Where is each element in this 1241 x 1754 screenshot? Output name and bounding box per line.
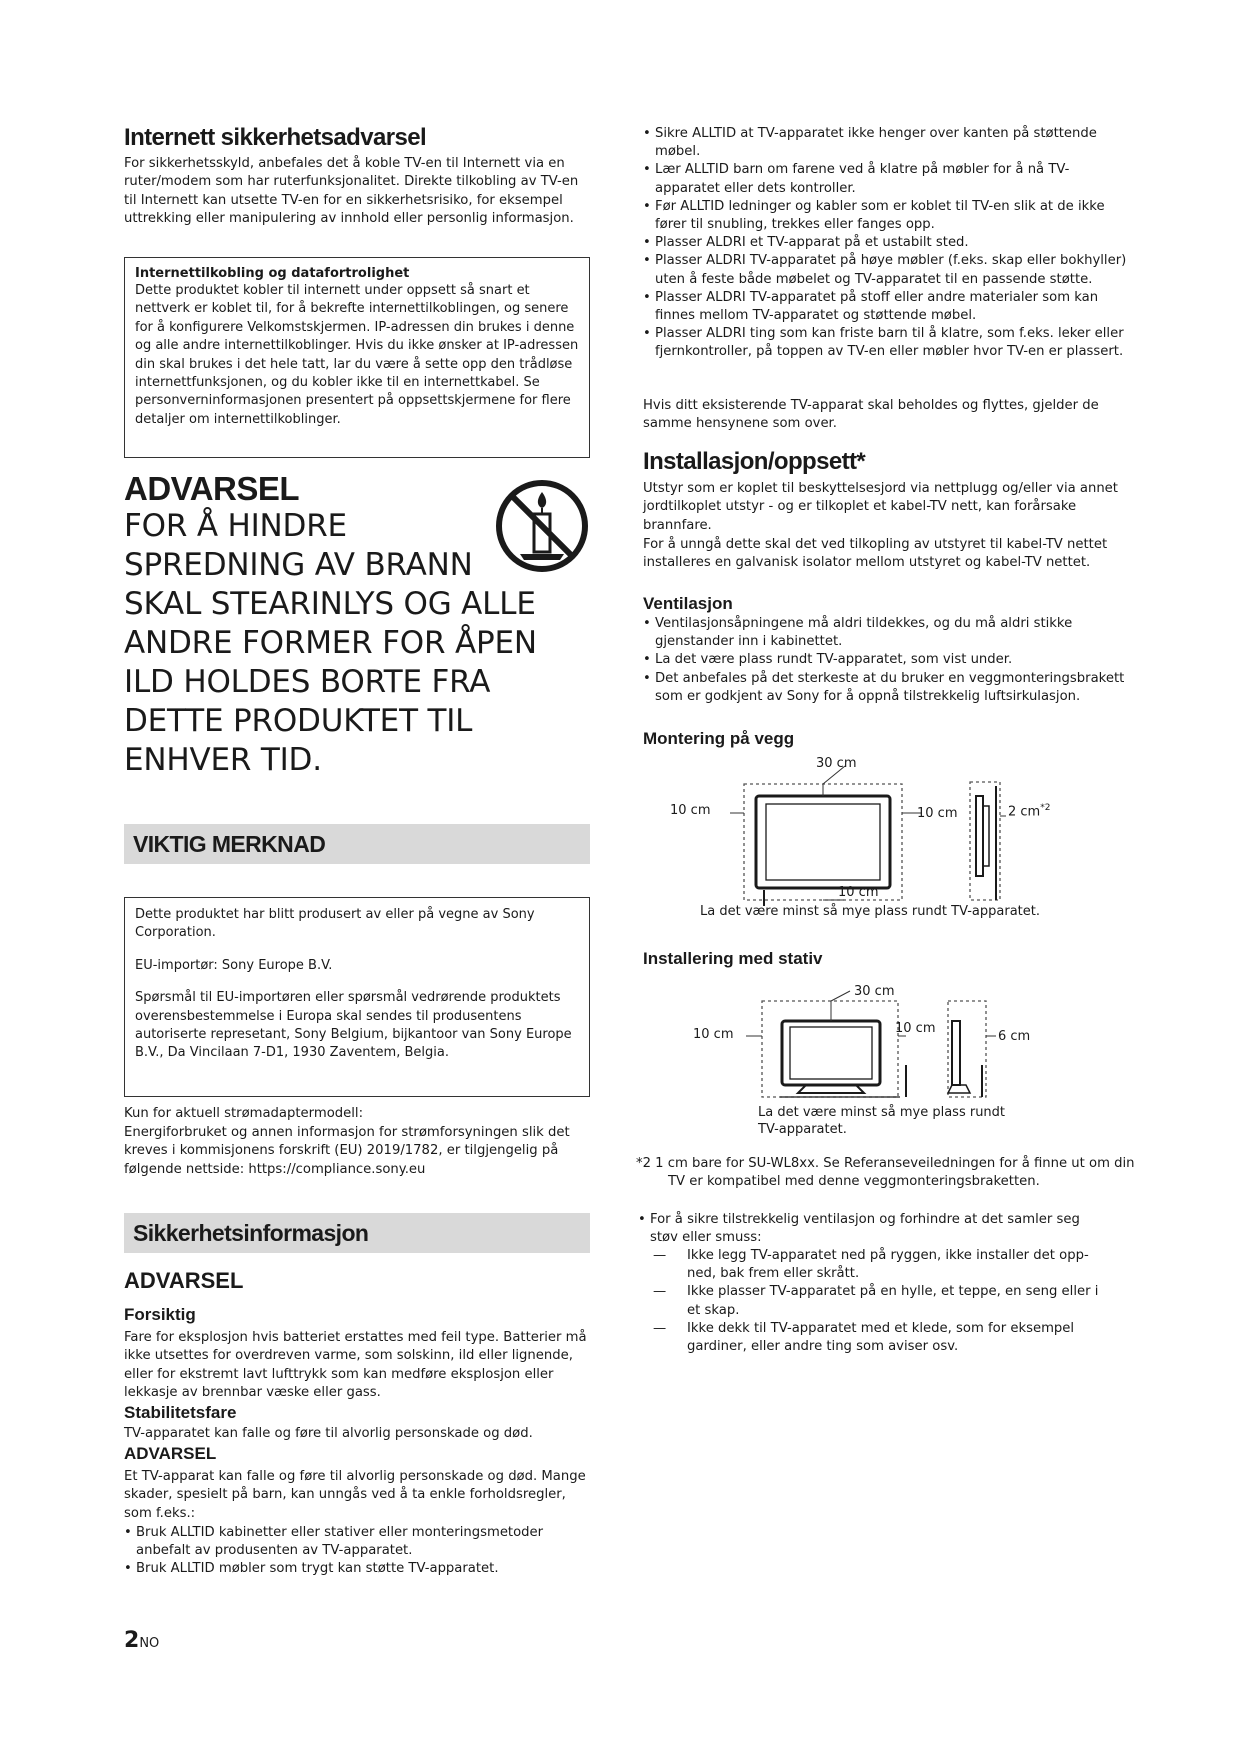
safety-bullets-right [643,125,1131,362]
list-item: — Ikke plasser TV-apparatet på en hylle, et teppe, en seng eller i et skap. [643,1283,1113,1319]
internet-warning-body: For sikkerhetsskyld, anbefales det å koble TV-en til Internett via en ruter/modem som har ruterfunksjonalitet. Direkte tilkobling av TV-en til Internett kan utsette TV-en for en sikkerhetsrisiko, for eksempel uttrekking eller manipulering av innhold eller personlig informasjon. [124,156,579,227]
ventilation-2-bullets [638,1211,1108,1247]
relocation-note: Hvis ditt eksisterende TV-apparat skal beholdes og flyttes, gjelder de samme hensynene som over. [643,398,1099,432]
internet-warning-title: Internett sikkerhetsadvarsel [124,124,427,151]
list-item: — Ikke legg TV-apparatet ned på ryggen, ikke installer det opp-ned, bak frem eller skrått. [643,1247,1113,1283]
stability-body: TV-apparatet kan falle og føre til alvorlig personskade og død. [124,1426,533,1441]
wall-label-left: 10 cm [670,803,711,818]
list-item: • For å sikre tilstrekkelig ventilasjon og forhindre at det samler seg støv eller smuss: [638,1211,1108,1247]
notice-para-3: Spørsmål til EU-importøren eller spørsmål vedrørende produktets overensbestemmelse i Europa skal sendes til produsentens autoriserte represetant, Sony Belgium, bijkantoor van Sony Europe B.V., Da Vincilaan 7-D1, 1930 Zaventem, Belgia. [135,990,572,1061]
caution-body: Fare for eksplosjon hvis batteriet erstattes med feil type. Batterier må ikke utsettes for overdreven varme, som solskinn, ild eller lignende, eller for ekstremt lavt lufttrykk som kan medføre eksplosjon eller lekkasje av brennbar væske eller gass. [124,1330,587,1401]
stand-caption-line-2: TV-apparatet. [758,1122,847,1137]
caution-title: Forsiktig [124,1305,196,1324]
internet-privacy-title: Internettilkobling og datafortrolighet [135,266,410,281]
safety-warning-heading: ADVARSEL [124,1268,244,1293]
wall-label-right: 10 cm [917,806,958,821]
ventilation-title: Ventilasjon [643,594,733,613]
wall-mount-title: Montering på vegg [643,729,795,748]
stand-title: Installering med stativ [643,949,823,968]
footnote: *2 1 cm bare for SU-WL8xx. Se Referanseveiledningen for å finne ut om din TV er kompatibel med denne veggmonteringsbraketten. [636,1156,1135,1190]
list-item: • Plasser ALDRI ting som kan friste barn til å klatre, som f.eks. leker eller fjernkontroller, på toppen av TV-en eller møbler hvor TV-en er plassert. [643,325,1131,361]
stand-caption-line-1: La det være minst så mye plass rundt [758,1105,1006,1120]
notice-title: VIKTIG MERKNAD [133,831,326,857]
wall-label-side-sup: *2 [1040,803,1051,813]
wall-label-bottom: 10 cm [838,885,879,900]
no-candle-icon [494,478,590,574]
notice-band [124,824,590,864]
stand-diagram [690,985,1050,1110]
notice-box [124,897,590,1097]
fire-warning-line: ILD HOLDES BORTE FRA [124,664,491,700]
safety-band [124,1213,590,1253]
page-number [124,1628,159,1653]
installation-para-2: For å unngå dette skal det ved tilkopling av utstyret til kabel-TV nettet installeres en galvanisk isolator mellom utstyret og kabel-TV nettet. [643,537,1108,571]
wall-label-side-value: 2 cm [1008,804,1041,820]
notice-para-1: Dette produktet har blitt produsert av eller på vegne av Sony Corporation. [135,907,535,941]
list-item: • Lær ALLTID barn om farene ved å klatre på møbler for å nå TV-apparatet eller dets kontroller. [643,161,1131,197]
list-item: • Bruk ALLTID kabinetter eller stativer eller monteringsmetoder anbefalt av produsenten av TV-apparatet. [124,1524,590,1560]
fire-warning-line: DETTE PRODUKTET TIL [124,703,473,739]
list-item: • Plasser ALDRI et TV-apparat på et ustabilt sted. [643,234,1131,252]
list-item: • Før ALLTID ledninger og kabler som er koblet til TV-en slik at de ikke fører til snubling, trekkes eller fanges opp. [643,198,1131,234]
list-item: • Plasser ALDRI TV-apparatet på stoff eller andre materialer som kan finnes mellom TV-apparatet og støttende møbel. [643,289,1131,325]
list-item: • Ventilasjonsåpningene må aldri tildekkes, og du må aldri stikke gjenstander inn i kabinettet. [643,615,1131,651]
warning-2-body: Et TV-apparat kan falle og føre til alvorlig personskade og død. Mange skader, spesielt på barn, kan unngås ved å ta enkle forholdsregler, som f.eks.: [124,1469,586,1521]
safety-title: Sikkerhetsinformasjon [133,1220,369,1246]
list-item: • Sikre ALLTID at TV-apparatet ikke henger over kanten på støttende møbel. [643,125,1131,161]
stand-label-top: 30 cm [854,984,895,999]
fire-warning-line: ENHVER TID. [124,742,322,778]
fire-warning-line: FOR Å HINDRE [124,508,347,544]
internet-privacy-box [124,257,590,458]
adapter-intro: Kun for aktuell strømadaptermodell: [124,1106,364,1121]
list-item: • Bruk ALLTID møbler som trygt kan støtte TV-apparatet. [124,1560,590,1578]
stability-title: Stabilitetsfare [124,1403,237,1422]
page-number-value: 2 [124,1628,140,1653]
warning-2-title: ADVARSEL [124,1444,217,1463]
stand-label-right: 10 cm [895,1021,936,1036]
fire-warning-line: SKAL STEARINLYS OG ALLE [124,586,536,622]
wall-label-top: 30 cm [816,756,857,771]
installation-title: Installasjon/oppsett* [643,448,866,475]
stand-label-left: 10 cm [693,1027,734,1042]
wall-label-side [1008,803,1050,819]
safety-bullets-left [124,1524,590,1579]
list-item: — Ikke dekk til TV-apparatet med et klede, som for eksempel gardiner, eller andre ting som aviser osv. [643,1320,1113,1356]
wall-mount-caption: La det være minst så mye plass rundt TV-apparatet. [700,904,1040,919]
list-item: • Plasser ALDRI TV-apparatet på høye møbler (f.eks. skap eller bokhyller) uten å feste både møbelet og TV-apparatet til en passende støtte. [643,252,1131,288]
adapter-body: Energiforbruket og annen informasjon for strømforsyningen slik det kreves i kommisjonens forskrift (EU) 2019/1782, er tilgjengelig på følgende nettside: https://compliance.sony.eu [124,1125,570,1177]
installation-para-1: Utstyr som er koplet til beskyttelsesjord via nettplugg og/eller via annet jordtilkoplet utstyr - og er tilkoplet et kabel-TV nett, kan forårsake brannfare. [643,481,1118,533]
list-item: • Det anbefales på det sterkeste at du bruker en veggmonteringsbrakett som er godkjent av Sony for å oppnå tilstrekkelig luftsirkulasjon. [643,670,1131,706]
ventilation-bullets [643,615,1131,706]
fire-warning-line: SPREDNING AV BRANN [124,547,473,583]
internet-privacy-body: Dette produktet kobler til internett under oppsett så snart et nettverk er koblet til, for å bekrefte internettilkoblingen, og senere for å konfigurere Velkomstskjermen. IP-adressen din brukes i denne og alle andre internettilkoblinger. Hvis du ikke ønsker at IP-adressen din skal brukes i det hele tatt, lar du være å sette opp den trådløse internettfunksjonen, og du kobler ikke til en internettkabel. Se personverninformasjonen presentert på oppsettskjermene for flere detaljer om internettilkoblinger. [135,283,579,427]
fire-warning-line: ANDRE FORMER FOR ÅPEN [124,625,537,661]
notice-para-2: EU-importør: Sony Europe B.V. [135,957,333,973]
fire-warning-title: ADVARSEL [124,470,300,507]
list-item: • La det være plass rundt TV-apparatet, som vist under. [643,651,1131,669]
stand-label-side: 6 cm [998,1029,1031,1044]
stand-caption [758,1104,1005,1138]
ventilation-2-dashes [643,1247,1113,1356]
page-number-suffix: NO [139,1636,160,1651]
